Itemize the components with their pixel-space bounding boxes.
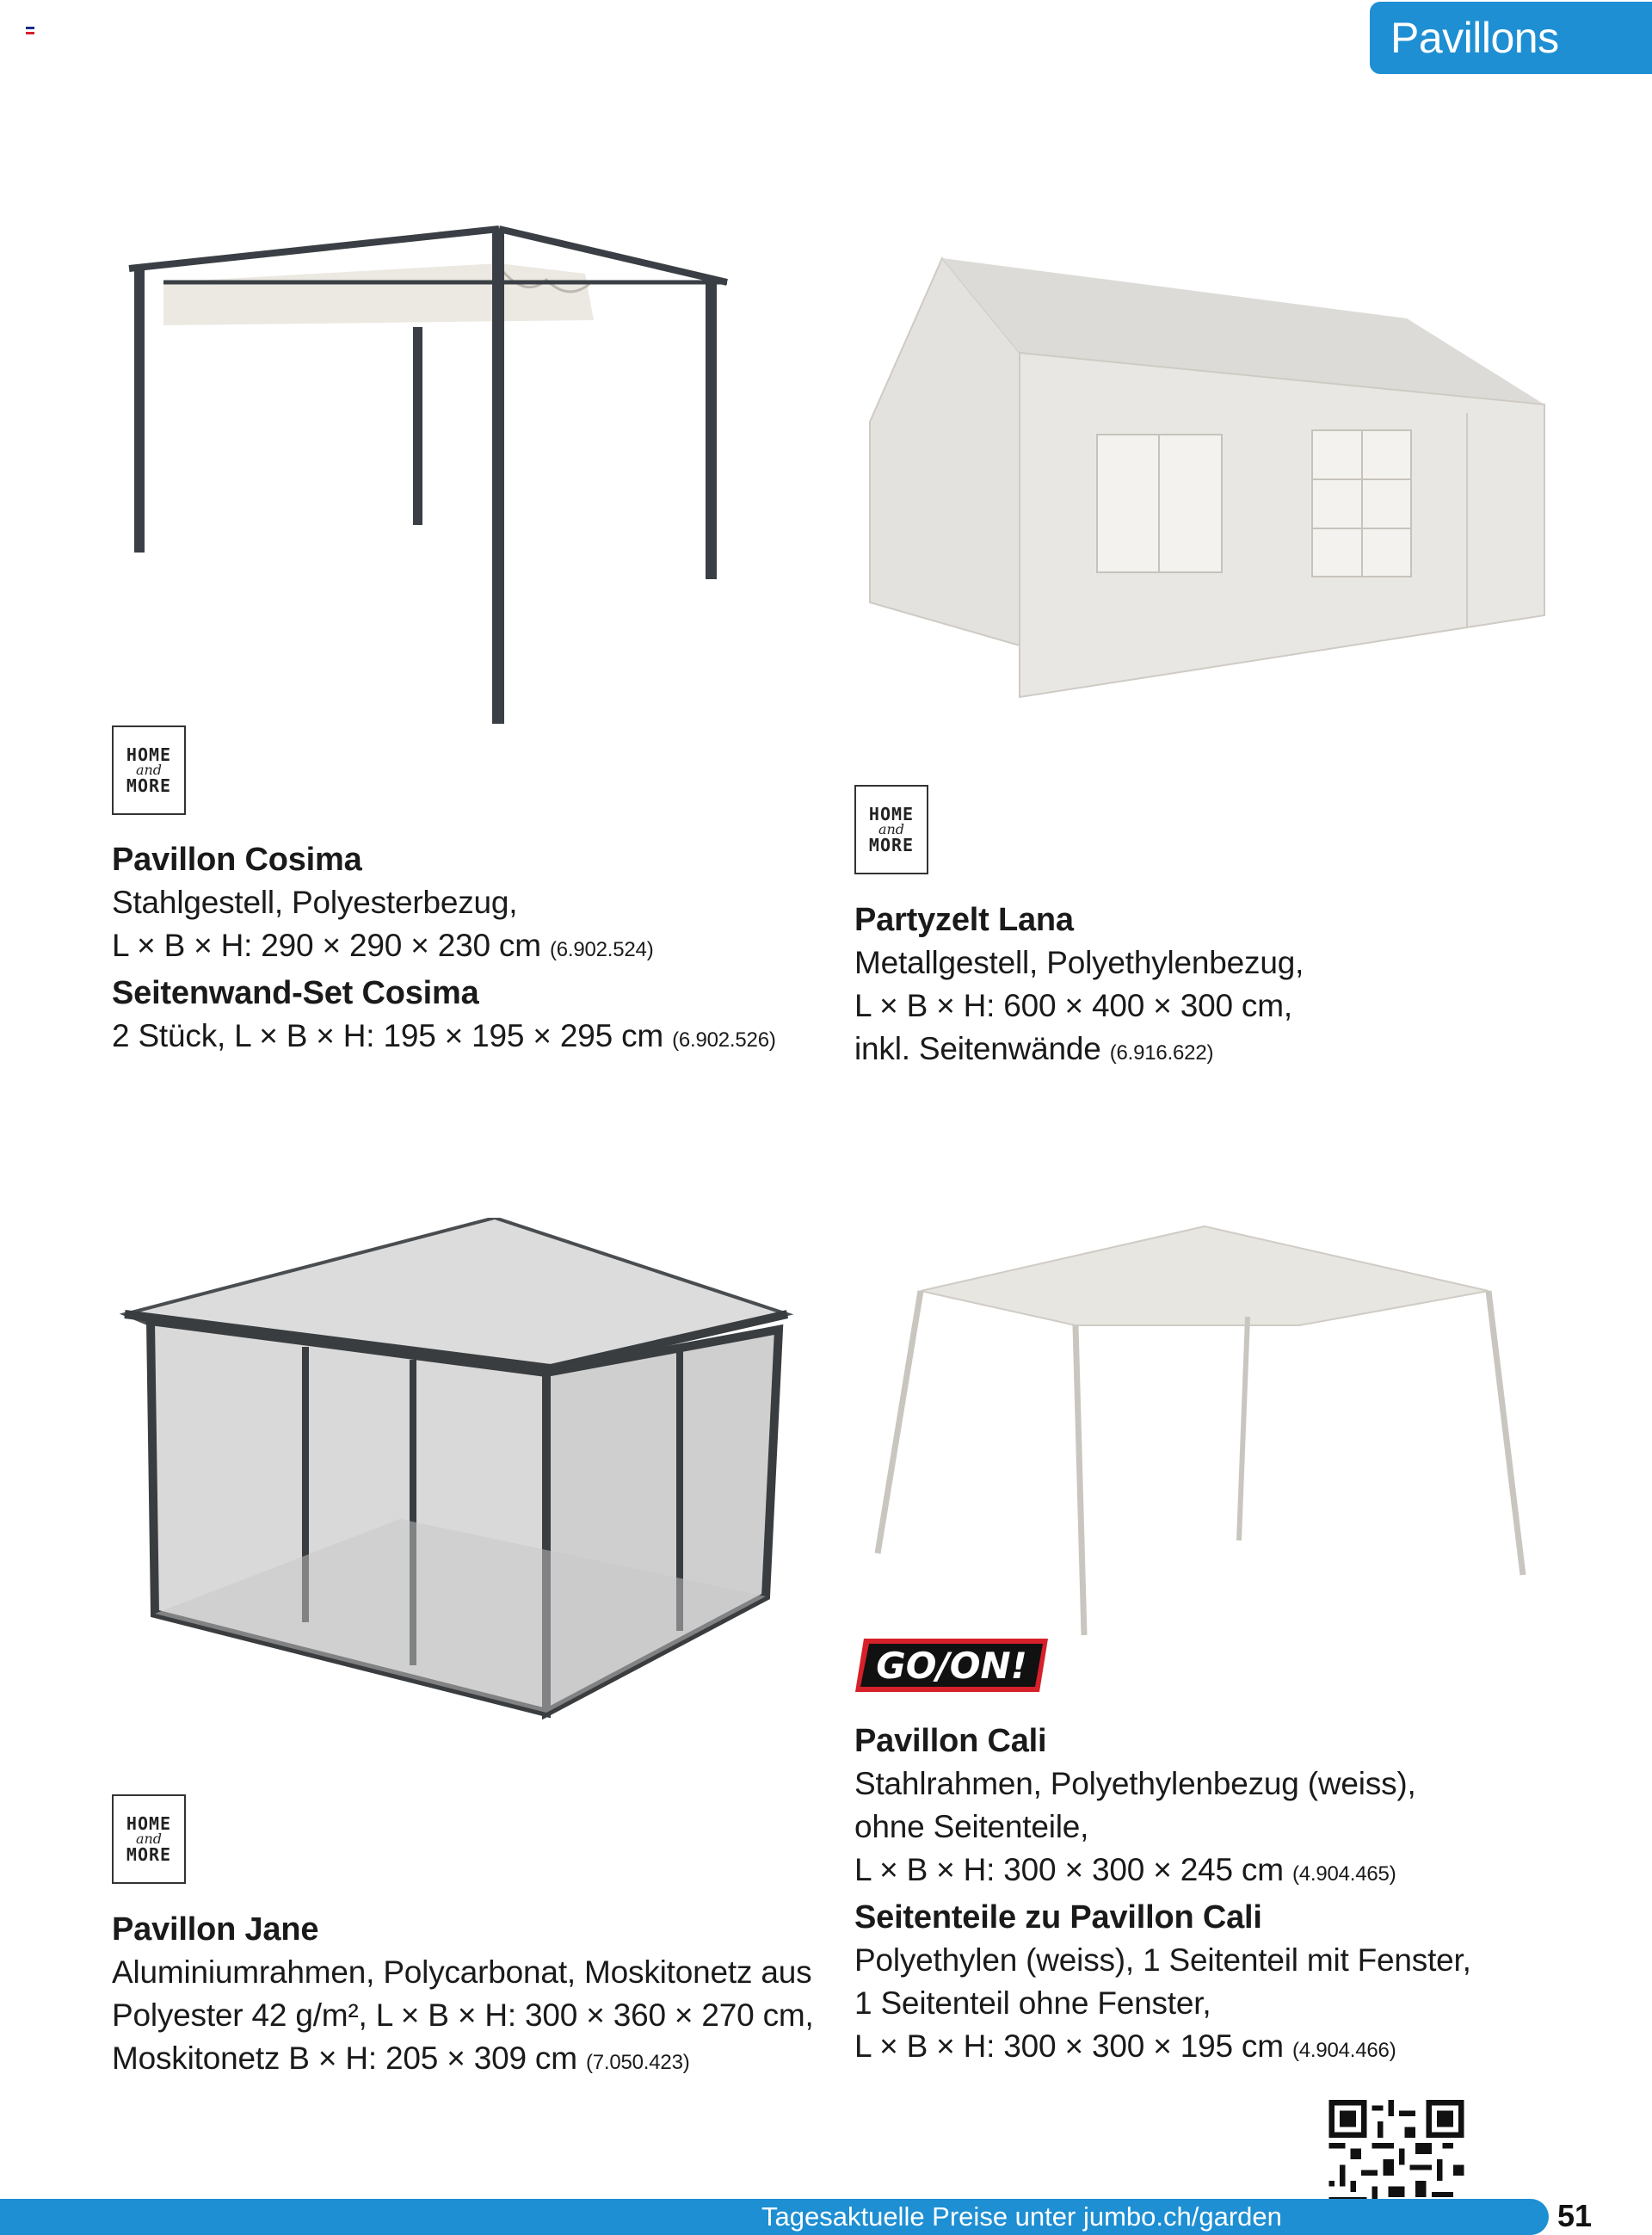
article-number: (4.904.465) xyxy=(1291,1862,1396,1886)
product-desc: 1 Seitenteil ohne Fenster, xyxy=(854,1985,1211,2021)
go-on-logo xyxy=(852,1635,1051,1695)
product-dimensions: L × B × H: 300 × 300 × 245 cm xyxy=(854,1852,1284,1887)
product-lana xyxy=(854,898,1304,1075)
product-desc: Polyethylen (weiss), 1 Seitenteil mit Fenster, xyxy=(854,1942,1471,1978)
svg-text:GO/ON!: GO/ON! xyxy=(876,1645,1027,1687)
article-number: (7.050.423) xyxy=(585,2051,690,2074)
product-cali xyxy=(854,1719,1471,2072)
article-number: (6.902.526) xyxy=(672,1028,776,1052)
page-number: 51 xyxy=(1557,2198,1593,2233)
pergola-image xyxy=(112,215,740,732)
product-desc: Polyester 42 g/m², L × B × H: 300 × 360 × 270 cm, xyxy=(112,1997,814,2033)
article-number: (4.904.466) xyxy=(1291,2039,1396,2062)
product-desc: Aluminiumrahmen, Polycarbonat, Moskitonetz aus xyxy=(112,1954,812,1990)
product-desc: Stahlgestell, Polyesterbezug, xyxy=(112,885,518,920)
product-desc: inkl. Seitenwände xyxy=(854,1031,1101,1066)
product-title: Partyzelt Lana xyxy=(854,902,1074,938)
flag-icon xyxy=(26,27,34,34)
product-title: Pavillon Jane xyxy=(112,1911,319,1948)
product-desc: Metallgestell, Polyethylenbezug, xyxy=(854,945,1304,980)
product-title: Pavillon Cosima xyxy=(112,842,362,878)
product-dimensions: L × B × H: 300 × 300 × 195 cm xyxy=(854,2028,1284,2064)
product-dimensions: L × B × H: 600 × 400 × 300 cm, xyxy=(854,988,1292,1023)
product-title: Seitenteile zu Pavillon Cali xyxy=(854,1899,1262,1936)
product-title: Seitenwand-Set Cosima xyxy=(112,975,479,1011)
product-dimensions: L × B × H: 290 × 290 × 230 cm xyxy=(112,928,541,963)
canopy-image xyxy=(869,1222,1532,1644)
home-and-more-logo: HOME and MORE xyxy=(112,725,186,815)
product-dimensions: Moskitonetz B × H: 205 × 309 cm xyxy=(112,2041,577,2076)
product-title: Pavillon Cali xyxy=(854,1723,1047,1759)
party-tent-image xyxy=(865,250,1553,706)
product-cosima xyxy=(112,838,776,1062)
article-number: (6.916.622) xyxy=(1109,1041,1214,1065)
product-jane xyxy=(112,1908,814,2084)
section-tab: Pavillons xyxy=(1370,2,1652,74)
product-desc: ohne Seitenteile, xyxy=(854,1809,1089,1844)
footer-price-link[interactable]: Tagesaktuelle Preise unter jumbo.ch/garden xyxy=(761,2201,1282,2232)
product-dimensions: 2 Stück, L × B × H: 195 × 195 × 295 cm xyxy=(112,1018,663,1053)
article-number: (6.902.524) xyxy=(549,938,654,961)
product-desc: Stahlrahmen, Polyethylenbezug (weiss), xyxy=(854,1766,1416,1801)
home-and-more-logo: HOME and MORE xyxy=(112,1794,186,1884)
home-and-more-logo: HOME and MORE xyxy=(854,785,928,874)
gazebo-image xyxy=(116,1218,796,1734)
